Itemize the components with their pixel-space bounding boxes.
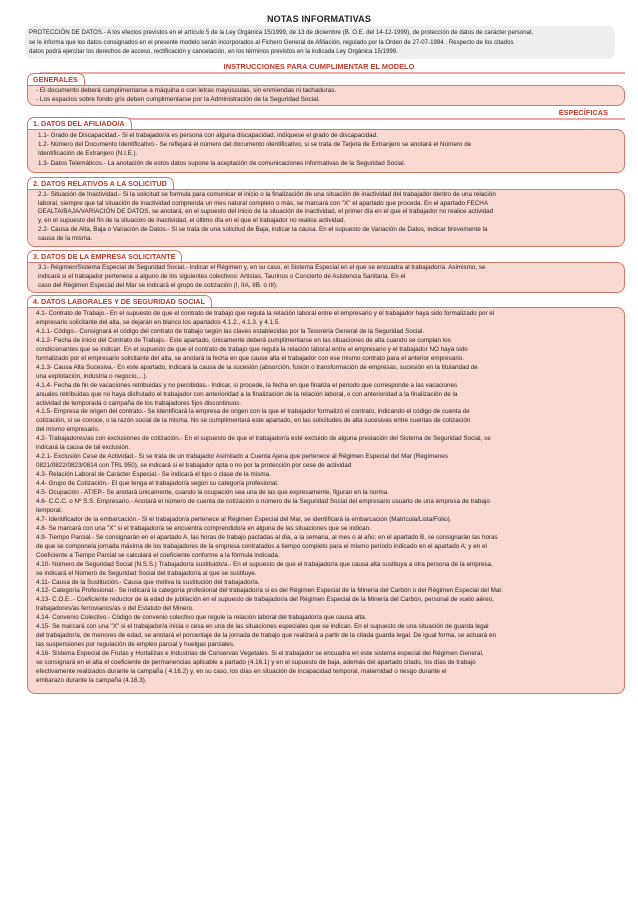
laborales-line: 4.3- Relación Laboral de Carácter Especial.- Se indicará el tipo o clase de la misma.: [36, 471, 271, 479]
proteccion-datos-box: [25, 26, 615, 59]
solicitud-line: y, en el supuesto del fin de la situación de inactividad, el último día en el que el trabajador no realice actividad.: [38, 217, 346, 224]
laborales-line: embarazo durante la campaña (4.16.3).: [36, 676, 147, 684]
especificas-heading: ESPECÍFICAS: [558, 108, 608, 117]
generales-line: - El documento deberá cumplimentarse a máquina o con letras mayúsculas, sin enmiendas ni tachaduras.: [36, 87, 337, 94]
laborales-line: del mismo empresario.: [36, 426, 100, 434]
laborales-line: 0821/0822/0823/0814 con TRL 950), se indicará si el trabajador opta o no por la protección por cese de actividad: [36, 462, 352, 470]
laborales-line: 4.6- C.C.C. o Nº S.S. Empresario.- Anotará el número de cuenta de cotización o número de la Seguridad Social del empresario usuario de una empresa de trabajo: [36, 497, 490, 505]
instrucciones-rule: [40, 72, 625, 74]
page-title: NOTAS INFORMATIVAS: [266, 14, 372, 24]
laborales-line: 4.10- Número de Seguridad Social (N.S.S.) Trabajador/a sustituido/a.- En el supuesto de que el trabajador/a que causa alta sustituya a otra persona de la empresa,: [36, 560, 493, 568]
solicitante-line: 3.1- Régimen/Sistema Especial de Seguridad Social.- Indicar el Régimen y, en su caso, el Sistema Especial en el que se encuadra al trabajador/a. Asimismo, se: [38, 264, 486, 271]
afiliado-line: 1.1- Grado de Discapacidad.- Si el trabajador/a es persona con alguna discapacidad, indíquese el grado de discapacidad.: [38, 132, 378, 139]
laborales-tab: 4. DATOS LABORALES Y DE SEGURIDAD SOCIAL: [27, 295, 212, 308]
afiliado-line: 1.3- Datos Telemáticos.- La anotación de estos datos supone la aceptación de comunicaciones informativas de la Seguridad Social.: [38, 160, 406, 167]
laborales-line: actividad de temporada o campaña de los trabajadores fijos discontinuos.: [36, 399, 242, 407]
laborales-line: una explotación, industria o negocio,...).: [36, 372, 148, 380]
laborales-line: 4.1.4- Fecha de fin de vacaciones retribuidas y no percibidas.- Indicar, si procede, la fecha en que finaliza el periodo que corresponde a las vacaciones: [36, 381, 458, 389]
solicitud-line: laboral, siempre que tal situación de inactividad comprenda un mes natural completo o más, se marcará con "X" el apartado que proceda. En el apartado FECHA: [38, 200, 489, 207]
laborales-line: condicionantes que se indican. En el supuesto de que el contrato de trabajo que regula la relación laboral entre el empresario y el trabajador NO haya sido: [36, 345, 468, 353]
solicitante-line: caso del Régimen Especial del Mar se indicará el grupo de cotización (I, IIA, IIB. ó III).: [38, 282, 278, 289]
solicitud-line: causa de la misma.: [38, 235, 93, 242]
laborales-line: del trabajador/a, de menores de edad, se anotará el porcentaje de la jornada de trabajo que realizará a partir de la citada guarda legal. De igual forma, se actuará en: [36, 632, 496, 640]
solicitud-tab: 2. DATOS RELATIVOS A LA SOLICITUD: [27, 177, 174, 190]
laborales-line: formalizado por el empresario solicitante del alta, se anotará la fecha en que cause alta el trabajador con ese mismo contrato para el anterior empresario.: [36, 354, 465, 362]
proteccion-line: datos podrá ejercitar los derechos de acceso, rectificación y cancelación, en los términos previstos en la indicada Ley Orgánica 15/1999.: [29, 48, 398, 56]
laborales-line: Coeficiente a Tiempo Parcial se calculará el coeficiente conforme a la fórmula indicada.: [36, 551, 280, 559]
afiliado-line: Identificación de Extranjero (N.I.E.).: [38, 150, 138, 157]
solicitante-tab: 3. DATOS DE LA EMPRESA SOLICITANTE: [27, 250, 182, 263]
laborales-line: las suspensiones por regulación de empleo parcial y huelgas parciales.: [36, 641, 235, 649]
laborales-line: efectivamente realizados durante la campaña ( 4.16.2) y, en su caso, los días en situación de incapacidad temporal, maternidad o riesgo durante el: [36, 668, 447, 675]
laborales-line: 4.1- Contrato de Trabajo.- En el supuesto de que el contrato de trabajo que regula la relación laboral entre el empresario y el trabajador haya sido formalizado por el: [36, 310, 495, 317]
solicitud-line: 2.2- Causa de Alta, Baja o Variación de Datos.- Si se trata de una solicitud de Baja, indicar la causa. En el supuesto de Variación de Datos, indicar brevemente la: [38, 226, 488, 233]
laborales-line: 4.13- C.O.E..- Coeficiente reductor de la edad de jubilación en el supuesto de trabajador/a del Régimen Especial de la Minería del Carbón, personal de vuelo aéreo,: [36, 596, 494, 604]
solicitante-line: indicará si el trabajador pertenece a alguno de los siguientes colectivos: Artistas, Taurinos o Concierto de Asistencia Sanitaria. En el: [38, 273, 406, 280]
laborales-line: 4.2- Trabajadores/as con exclusiones de cotización.- En el supuesto de que el trabajador/a esté excluido de alguna prestación del Sistema de Seguridad Social, se: [36, 435, 491, 443]
laborales-line: 4.7- Identificador de la embarcación.- Si el trabajador/a pertenece al Régimen Especial del Mar, se identificará la embarcación (Matrícula/Lista/Folio).: [36, 515, 452, 523]
generales-line: - Los espacios sobre fondo gris deben cumplimentarse por la Administración de la Seguridad Social.: [36, 96, 320, 103]
proteccion-line: se le informa que los datos consignados en el presente modelo serán incorporados al Fichero General de Afiliación, regulado por la Orden de 27-07-1994 . Respecto de los citados: [29, 38, 514, 46]
especificas-rule: [120, 118, 625, 120]
solicitud-section: [27, 189, 625, 247]
laborales-line: cotización, si se conoce, o la razón social de la misma. No se cumplimentará este apartado, en las solicitudes de alta sucesivas entre cuentas de cotización: [36, 417, 471, 425]
laborales-line: se indicará el Número de Seguridad Social del trabajador/a al que se sustituye.: [36, 569, 257, 577]
laborales-line: 4.2.1- Exclusión Cese de Actividad.- Si se trata de un trabajador Asimilado a Cuenta Ajena que pertenece al Régimen Especial del Mar (Regímenes: [36, 453, 448, 461]
laborales-line: 4.4- Grupo de Cotización.- El que tenga el trabajador/a según su categoría profesional.: [36, 480, 279, 488]
laborales-line: 4.9- Tiempo Parcial.- Se consignarán en el apartado A, las horas de trabajo pactadas al día, a la semana, al mes o al año; en el apartado B, se consignarán las horas: [36, 533, 498, 541]
laborales-line: 4.5- Ocupación - AT/EP.- Se anotará únicamente, cuando la ocupación sea una de las que expresamente, figuran en la norma.: [36, 489, 389, 496]
laborales-line: de que se componela jornada máxima de los trabajadores de la empresa contratados a tiempo completo para el mismo período indicado en el apartado A; y en el: [36, 542, 487, 550]
laborales-line: 4.15- Se marcará con una "X" si el trabajador/a inicia o cesa en una de las situaciones especiales que se indican. En el supuesto de una situación de guarda legal: [36, 623, 489, 631]
laborales-line: indicará la causa de tal exclusión.: [36, 444, 131, 452]
laborales-line: 4.1.2- Fecha de inicio del Contrato de Trabajo.- Este apartado, únicamente deberá cumplimentarse en las situaciones de alta cuando se cumplan los: [36, 336, 451, 344]
laborales-line: 4.14- Convenio Colectivo.- Código de convenio colectivo que regule la relación laboral del trabajador/a que causa alta.: [36, 614, 367, 622]
proteccion-line: PROTECCIÓN DE DATOS.- A los efectos previstos en el artículo 5 de la Ley Orgánica 15/1999, de 13 de diciembre (B. O.E. del 14-12-1999), de protección de datos de carácter personal,: [29, 29, 534, 36]
laborales-line: 4.1.3- Causa Alta Sucesiva.- En este apartado, indicará la causa de la sucesión (absorción, fusión o transformación de empresas, sucesión en la titularidad de: [36, 363, 478, 371]
afiliado-section: [27, 129, 625, 173]
laborales-line: anuales retribuidas que no haya disfrutado el trabajador con anterioridad a la finalización de la relación laboral, o con anterioridad a la finalización de la: [36, 390, 458, 398]
laborales-line: 4.1.1- Código.- Consignará el código del contrato de trabajo según las claves establecidas por la Tesorería General de la Seguridad Social.: [36, 327, 425, 335]
laborales-section: [27, 307, 625, 694]
solicitante-section: [27, 262, 625, 293]
laborales-line: empresario solicitante del alta, se dejarán en blanco los apartados 4.1.2., 4.1.3. y 4.1.5.: [36, 318, 280, 326]
solicitud-line: 2.1- Situación de Inactividad.- Si la solicitud se formula para comunicar el inicio o la finalización de una situación de inactividad del trabajador dentro de una relación: [38, 191, 496, 198]
laborales-line: 4.11- Causa de la Sustitución.- Causa que motiva la sustitución del trabajador/a.: [36, 578, 260, 586]
generales-tab: GENERALES: [27, 73, 85, 86]
laborales-line: 4.16- Sistema Especial de Frutas y Hortalizas e Industrias de Conservas Vegetales. Si el trabajador se encuadra en este sistema especial del Régimen General,: [36, 650, 484, 658]
laborales-line: 4.1.5- Empresa de origen del contrato.- Se identificará la empresa de origen con la que el trabajador formalizó el contrato, indicando el código de cuenta de: [36, 408, 470, 416]
instrucciones-heading: INSTRUCCIONES PARA CUMPLIMENTAR EL MODELO: [223, 62, 415, 71]
laborales-line: temporal.: [36, 506, 63, 514]
solicitud-line: DEALTA/BAJA/VARIACIÓN DE DATOS, se anotará, en el supuesto del inicio de la situación de inactividad, el primer día en el que el trabajador no realice actividad: [38, 208, 494, 215]
laborales-line: 4.12- Categoría Profesional.- Se indicará la categoría profesional del trabajador/a si es del Régimen Especial de la Minería del Carbón o del Régimen Especial del Mar.: [36, 587, 503, 595]
generales-section: [27, 85, 625, 106]
laborales-line: 4.8- Se marcará con una "X" si el trabajador/a se encuentra comprendido/a en alguna de las situaciones que se indican.: [36, 524, 371, 532]
afiliado-line: 1.2- Número del Documento Identificativo.- Se reflejará el número del documento identificativo, si se trata de Tarjeta de Extranjero se anotará el Número de: [38, 141, 472, 148]
laborales-line: se consignará en el alta el coeficiente de permanencias aplicable a partado (4.16.1) y en el supuesto de baja, además del apartado citado, los días de trabajo: [36, 659, 476, 667]
afiliado-tab: 1. DATOS DEL AFILIADO/A: [27, 117, 132, 130]
laborales-line: trabajadores/as ferroviarios/as o del Estatuto del Minero.: [36, 605, 194, 613]
